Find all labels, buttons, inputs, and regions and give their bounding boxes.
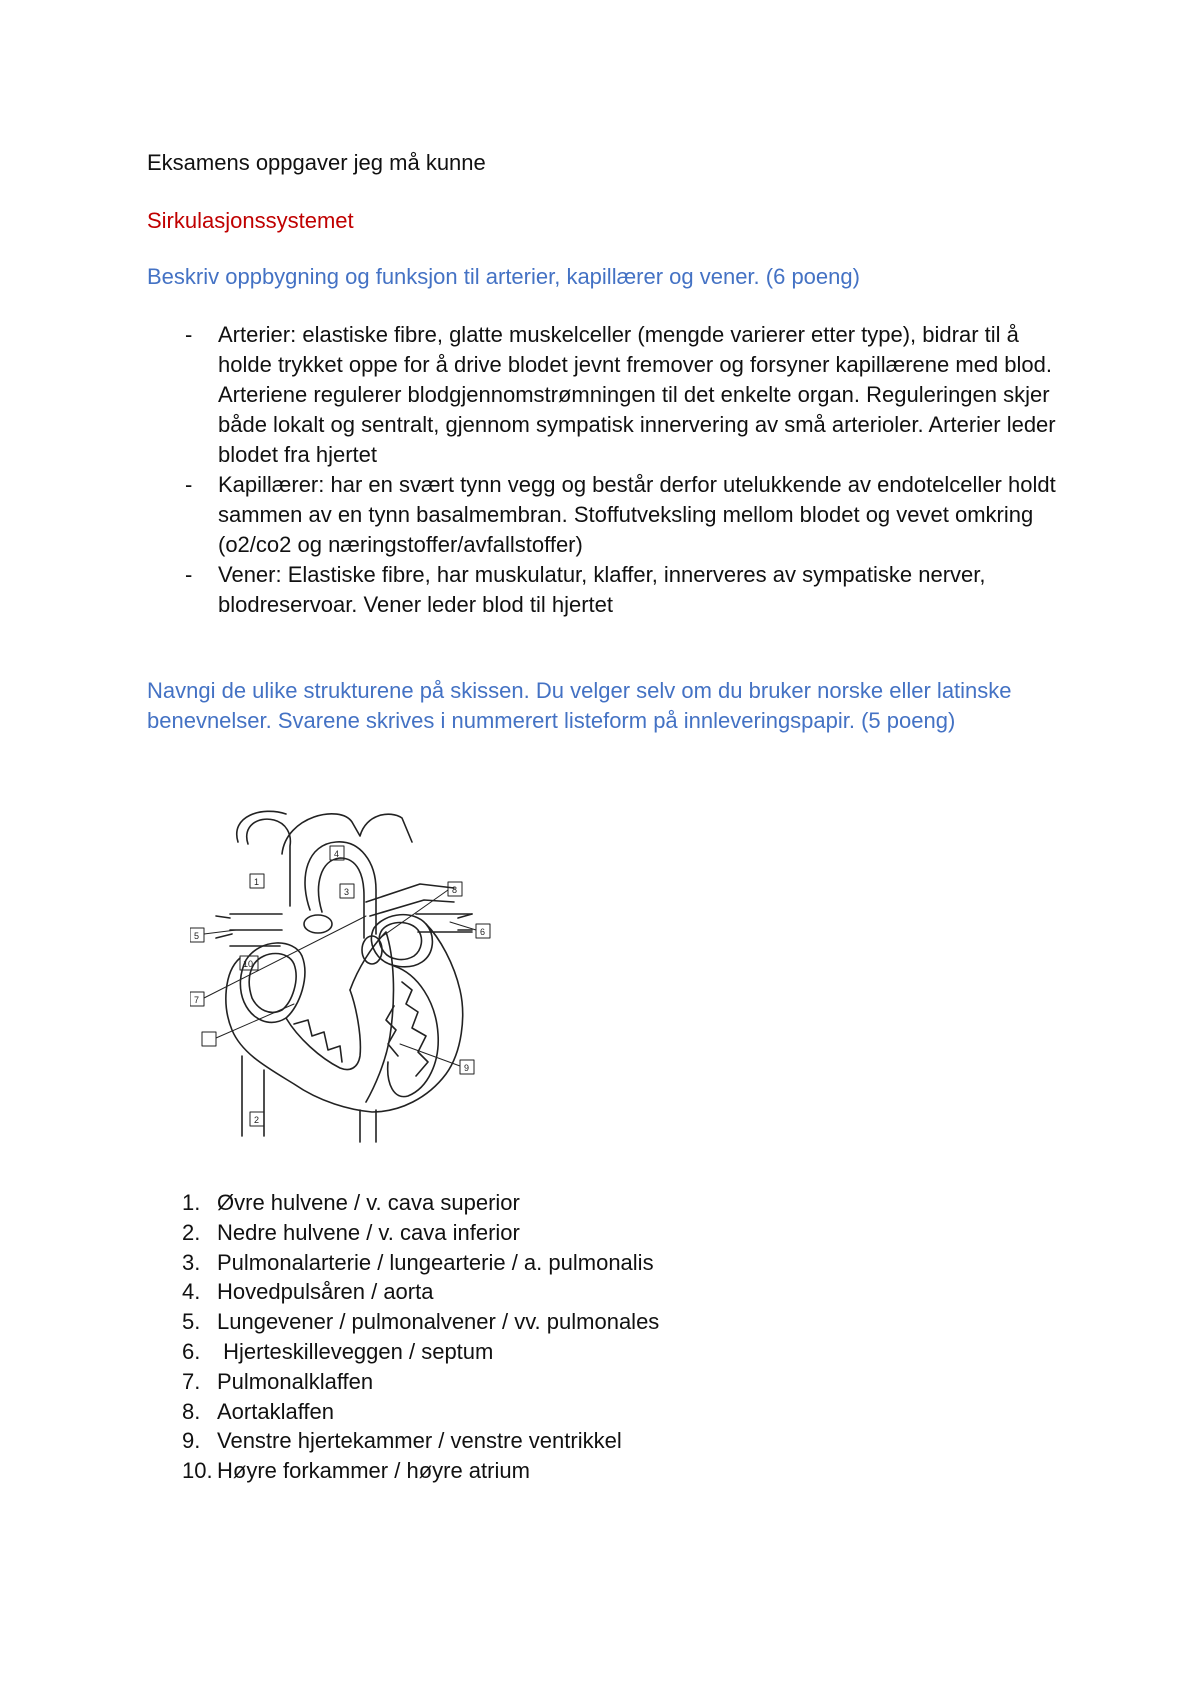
diagram-label: 3 (344, 887, 350, 897)
list-text: Nedre hulvene / v. cava inferior (217, 1219, 520, 1245)
diagram-label: 7 (194, 995, 200, 1005)
list-item (147, 1248, 847, 1278)
label-boxes (190, 846, 490, 1126)
diagram-label: 2 (254, 1115, 260, 1125)
diagram-label: 1 (254, 877, 260, 887)
list-item (147, 560, 1077, 620)
bullet-dash: - (185, 562, 193, 587)
list-text: Pulmonalarterie / lungearterie / a. pulmonalis (217, 1249, 654, 1275)
svc-wall (237, 811, 286, 842)
list-number: 6. (182, 1338, 201, 1364)
bullet-dash: - (185, 322, 193, 347)
list-item (147, 1426, 847, 1456)
question-1: Beskriv oppbygning og funksjon til arterier, kapillærer og vener. (6 poeng) (147, 264, 860, 289)
list-number: 4. (182, 1279, 201, 1305)
list-number: 5. (182, 1309, 201, 1335)
list-text: Venstre hjertekammer / venstre ventrikkel (217, 1428, 622, 1454)
list-text: Lungevener / pulmonalvener / vv. pulmonales (217, 1309, 660, 1335)
list-text: Pulmonalklaffen (217, 1368, 374, 1394)
left-atrium-inner (379, 923, 421, 960)
list-item (147, 1456, 847, 1486)
aorta-outer (305, 842, 376, 934)
answer-list-2 (147, 1188, 847, 1486)
bullet-dash: - (185, 472, 193, 497)
list-number: 9. (182, 1428, 201, 1454)
list-text: Hovedpulsåren / aorta (217, 1279, 434, 1305)
list-text: Aortaklaffen (217, 1398, 335, 1424)
list-number: 7. (182, 1368, 201, 1394)
section-heading: Sirkulasjonssystemet (147, 208, 354, 233)
vena-cava-inferior-shape (242, 1056, 264, 1136)
list-item (147, 1307, 847, 1337)
pulmonary-veins-left-arrows (216, 916, 232, 938)
list-number: 1. (182, 1190, 201, 1215)
left-ventricle-muscle (402, 982, 428, 1076)
pulmonary-artery-shape (366, 884, 454, 916)
document-title: Eksamens oppgaver jeg må kunne (147, 150, 486, 175)
right-ventricle-muscle (294, 1020, 342, 1062)
answer-kapillaerer: Kapillærer: har en svært tynn vegg og består derfor utelukkende av endotelceller holdt sammen av en tynn basalmembran. Stoffutveksling mellom blodet og vevet omkring (o2/co2 og næringstoffer/avfallstoffer) (218, 472, 1056, 557)
list-text: Hjerteskilleveggen / septum (217, 1338, 494, 1364)
list-item (147, 1218, 847, 1248)
descending-aorta-shape (360, 1110, 376, 1142)
list-item (147, 1337, 847, 1367)
diagram-label: 5 (194, 931, 200, 941)
right-atrium-inner (249, 954, 296, 1013)
heart-diagram (190, 806, 540, 1151)
list-item (147, 1367, 847, 1397)
diagram-label: 4 (334, 849, 340, 859)
list-number: 3. (182, 1249, 201, 1275)
diagram-label: 8 (452, 885, 458, 895)
list-number: 10. (182, 1458, 213, 1484)
pulmonary-valve-shape (304, 915, 332, 933)
aortic-arch-shape (282, 814, 412, 854)
diagram-label: 6 (480, 927, 486, 937)
pulmonary-veins-left (230, 914, 282, 946)
list-item (147, 470, 1077, 560)
list-item (147, 1277, 847, 1307)
list-number: 8. (182, 1398, 201, 1424)
diagram-label: 9 (464, 1063, 470, 1073)
list-text: Øvre hulvene / v. cava superior (217, 1190, 520, 1215)
list-number: 2. (182, 1219, 201, 1245)
answer-vener: Vener: Elastiske fibre, har muskulatur, klaffer, innerveres av sympatiske nerver, blodreservoar. Vener leder blod til hjertet (218, 562, 986, 617)
question-2: Navngi de ulike strukturene på skissen. Du velger selv om du bruker norske eller latinske benevnelser. Svarene skrives i nummerert listeform på innleveringspapir. (5 poeng) (147, 678, 1012, 733)
list-item (147, 1397, 847, 1427)
diagram-label: 10 (243, 959, 254, 969)
answer-arterier: Arterier: elastiske fibre, glatte muskelceller (mengde varierer etter type), bidrar til å holde trykket oppe for å drive blodet jevnt fremover og forsyner kapillærene med blod. Arteriene regulerer blodgjennomstrømningen til det enkelte organ. Reguleringen skjer både lokalt og sentralt, gjennom sympatisk innervering av små arterioler. Arterier leder blodet fra hjertet (218, 322, 1056, 467)
vena-cava-superior-shape (247, 819, 291, 906)
list-item (147, 320, 1077, 470)
list-text: Høyre forkammer / høyre atrium (217, 1458, 530, 1484)
answer-list-1 (147, 320, 1077, 620)
list-item (147, 1188, 847, 1218)
